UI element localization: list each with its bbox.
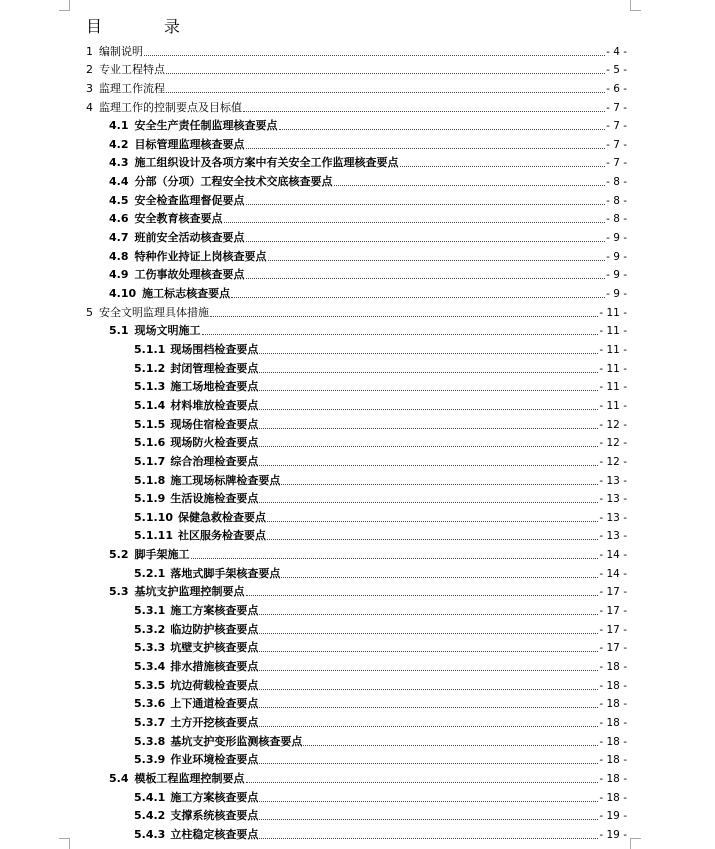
toc-entry-page: - 14 - bbox=[599, 567, 627, 580]
toc-entry-number: 5.4.2 bbox=[134, 809, 166, 823]
toc-entry-title: 临边防护核查要点 bbox=[170, 622, 259, 636]
toc-entry-title: 现场文明施工 bbox=[134, 324, 201, 338]
toc-entry-page: - 17 - bbox=[599, 642, 627, 655]
toc-entry-page: - 18 - bbox=[599, 754, 627, 767]
toc-entry-number: 5.4 bbox=[109, 771, 129, 785]
toc-entry-page: - 5 - bbox=[606, 64, 627, 77]
toc-entry[interactable] bbox=[134, 730, 627, 749]
toc-entry-page: - 9 - bbox=[606, 288, 627, 301]
toc-dot-leader bbox=[259, 689, 598, 690]
toc-entry-title: 施工场地检查要点 bbox=[170, 380, 259, 394]
toc-entry-title: 封闭管理检查要点 bbox=[170, 361, 259, 375]
toc-dot-leader bbox=[259, 651, 598, 652]
toc-dot-leader bbox=[259, 763, 598, 764]
toc-entry-number: 5.3 bbox=[109, 585, 129, 599]
toc-entry[interactable] bbox=[134, 655, 627, 674]
toc-dot-leader bbox=[259, 838, 598, 839]
toc-entry-page: - 7 - bbox=[606, 157, 627, 170]
toc-entry[interactable] bbox=[109, 171, 627, 190]
toc-entry[interactable] bbox=[109, 189, 627, 208]
toc-entry[interactable] bbox=[86, 40, 627, 59]
toc-entry-title: 目标管理监理核查要点 bbox=[134, 137, 245, 151]
toc-entry[interactable] bbox=[134, 413, 627, 432]
toc-dot-leader bbox=[246, 782, 599, 783]
toc-entry-number: 5.1.10 bbox=[134, 510, 173, 524]
toc-entry[interactable] bbox=[134, 637, 627, 656]
toc-entry[interactable] bbox=[134, 376, 627, 395]
toc-entry-title: 基坑支护变形监测核查要点 bbox=[170, 734, 303, 748]
toc-entry-number: 5.3.3 bbox=[134, 641, 166, 655]
toc-entry-title: 安全生产责任制监理核查要点 bbox=[134, 119, 278, 133]
toc-entry-number: 5.1 bbox=[109, 324, 129, 338]
toc-entry-page: - 12 - bbox=[599, 455, 627, 468]
toc-entry-page: - 17 - bbox=[599, 605, 627, 618]
toc-dot-leader bbox=[259, 614, 598, 615]
toc-entry-number: 4 bbox=[86, 100, 93, 114]
toc-entry-number: 4.6 bbox=[109, 212, 129, 226]
toc-entry-page: - 11 - bbox=[599, 381, 627, 394]
toc-dot-leader bbox=[279, 129, 606, 130]
toc-entry-title: 排水措施核查要点 bbox=[170, 660, 259, 674]
toc-dot-leader bbox=[281, 577, 598, 578]
toc-entry-page: - 13 - bbox=[599, 530, 627, 543]
toc-entry-page: - 6 - bbox=[606, 82, 627, 95]
toc-entry-page: - 11 - bbox=[599, 399, 627, 412]
toc-entry-title: 作业环境检查要点 bbox=[170, 753, 259, 767]
toc-entry-title: 材料堆放检查要点 bbox=[170, 398, 259, 412]
toc-entry-title: 社区服务检查要点 bbox=[177, 529, 266, 543]
toc-entry-page: - 17 - bbox=[599, 586, 627, 599]
toc-entry[interactable] bbox=[134, 674, 627, 693]
toc-entry[interactable] bbox=[134, 693, 627, 712]
toc-dot-leader bbox=[224, 222, 606, 223]
toc-entry-number: 5.1.1 bbox=[134, 342, 166, 356]
toc-entry-page: - 18 - bbox=[599, 679, 627, 692]
toc-entry-number: 5.3.1 bbox=[134, 604, 166, 618]
toc-entry-number: 3 bbox=[86, 81, 93, 95]
toc-entry-number: 1 bbox=[86, 44, 93, 58]
toc-entry-page: - 13 - bbox=[599, 493, 627, 506]
toc-dot-leader bbox=[246, 241, 606, 242]
toc-entry-title: 施工标志核查要点 bbox=[142, 287, 231, 301]
toc-entry-number: 5.1.3 bbox=[134, 380, 166, 394]
toc-entry[interactable] bbox=[134, 823, 627, 842]
toc-dot-leader bbox=[259, 446, 598, 447]
toc-entry-number: 5.3.4 bbox=[134, 660, 166, 674]
toc-dot-leader bbox=[334, 185, 606, 186]
page-corner-mark bbox=[630, 0, 641, 11]
toc-dot-leader bbox=[267, 521, 598, 522]
toc-entry-page: - 18 - bbox=[599, 772, 627, 785]
toc-dot-leader bbox=[259, 409, 598, 410]
toc-entry[interactable] bbox=[86, 59, 627, 78]
toc-title-char: 录 bbox=[164, 17, 181, 36]
toc-dot-leader bbox=[259, 670, 598, 671]
toc-entry-number: 4.9 bbox=[109, 268, 129, 282]
toc-entry-page: - 11 - bbox=[599, 362, 627, 375]
toc-dot-leader bbox=[259, 801, 598, 802]
toc-dot-leader bbox=[246, 595, 599, 596]
toc-entry[interactable] bbox=[134, 525, 627, 544]
toc-entry-page: - 9 - bbox=[606, 269, 627, 282]
toc-entry-number: 5.1.11 bbox=[134, 529, 173, 543]
toc-entry[interactable] bbox=[134, 488, 627, 507]
toc-entry-number: 5.1.8 bbox=[134, 473, 166, 487]
toc-entry[interactable] bbox=[134, 394, 627, 413]
toc-dot-leader bbox=[259, 428, 598, 429]
toc-entry-title: 脚手架施工 bbox=[134, 548, 190, 562]
toc-entry-page: - 13 - bbox=[599, 474, 627, 487]
toc-entry[interactable] bbox=[134, 450, 627, 469]
toc-entry-number: 5.1.6 bbox=[134, 436, 166, 450]
toc-entry-page: - 18 - bbox=[599, 698, 627, 711]
toc-entry-page: - 7 - bbox=[606, 138, 627, 151]
toc-entry[interactable] bbox=[109, 133, 627, 152]
toc-dot-leader bbox=[231, 297, 605, 298]
toc-entry-number: 5.4.1 bbox=[134, 790, 166, 804]
toc-entry[interactable] bbox=[109, 152, 627, 171]
toc-entry[interactable] bbox=[134, 711, 627, 730]
toc-entry-title: 专业工程特点 bbox=[99, 63, 165, 77]
toc-entry-title: 安全教育核查要点 bbox=[134, 212, 223, 226]
toc-entry-title: 土方开挖核查要点 bbox=[170, 715, 259, 729]
toc-entry[interactable] bbox=[134, 786, 627, 805]
toc-dot-leader bbox=[400, 166, 606, 167]
toc-entry-title: 综合治理检查要点 bbox=[170, 454, 259, 468]
toc-entry-page: - 8 - bbox=[606, 213, 627, 226]
toc-entry-page: - 19 - bbox=[599, 828, 627, 841]
toc-entry-title: 监理工作流程 bbox=[99, 81, 165, 95]
toc-entry-number: 4.5 bbox=[109, 193, 129, 207]
toc-entry-title: 上下通道检查要点 bbox=[170, 697, 259, 711]
page-corner-mark bbox=[59, 838, 70, 849]
toc-dot-leader bbox=[246, 204, 606, 205]
toc-entry-page: - 13 - bbox=[599, 511, 627, 524]
toc-dot-leader bbox=[259, 372, 598, 373]
toc-entry-page: - 19 - bbox=[599, 810, 627, 823]
toc-entry-number: 4.4 bbox=[109, 175, 129, 189]
toc-entry-page: - 8 - bbox=[606, 194, 627, 207]
toc-title-char: 目 bbox=[86, 17, 103, 36]
toc-entry-page: - 8 - bbox=[606, 176, 627, 189]
toc-entry-number: 4.10 bbox=[109, 287, 137, 301]
toc-entry-title: 编制说明 bbox=[99, 44, 143, 58]
toc-entry[interactable] bbox=[109, 115, 627, 134]
toc-entry[interactable] bbox=[109, 320, 627, 339]
toc-entry-number: 5.1.9 bbox=[134, 492, 166, 506]
toc-entry-title: 坑边荷载检查要点 bbox=[170, 678, 259, 692]
toc-dot-leader bbox=[166, 92, 605, 93]
toc-entry-page: - 4 - bbox=[606, 45, 627, 58]
toc-entry-page: - 11 - bbox=[599, 325, 627, 338]
toc-entry[interactable] bbox=[109, 767, 627, 786]
toc-entry-title: 工伤事故处理核查要点 bbox=[134, 268, 245, 282]
toc-entry-page: - 7 - bbox=[606, 101, 627, 114]
toc-entry-title: 分部（分项）工程安全技术交底核查要点 bbox=[134, 175, 333, 189]
toc-entry-page: - 12 - bbox=[599, 437, 627, 450]
toc-entry[interactable] bbox=[134, 469, 627, 488]
toc-entry[interactable] bbox=[86, 96, 627, 115]
toc-title bbox=[86, 14, 180, 37]
toc-dot-leader bbox=[259, 819, 598, 820]
toc-entry-title: 落地式脚手架核查要点 bbox=[170, 566, 281, 580]
toc-entry-number: 5.1.5 bbox=[134, 417, 166, 431]
toc-entry-number: 5.3.2 bbox=[134, 622, 166, 636]
toc-entry-page: - 18 - bbox=[599, 791, 627, 804]
toc-entry-title: 现场防火检查要点 bbox=[170, 436, 259, 450]
toc-entry[interactable] bbox=[134, 338, 627, 357]
toc-entry-number: 5.3.6 bbox=[134, 697, 166, 711]
toc-entry-title: 保健急救检查要点 bbox=[177, 510, 266, 524]
toc-entry-title: 安全检查监理督促要点 bbox=[134, 193, 245, 207]
toc-entry-page: - 18 - bbox=[599, 661, 627, 674]
toc-entry-number: 5.1.4 bbox=[134, 398, 166, 412]
toc-entry-title: 支撑系统核查要点 bbox=[170, 809, 259, 823]
toc-dot-leader bbox=[259, 502, 598, 503]
toc-entry-number: 5 bbox=[86, 305, 93, 319]
toc-dot-leader bbox=[259, 707, 598, 708]
page-corner-mark bbox=[630, 838, 641, 849]
toc-entry-page: - 11 - bbox=[599, 306, 627, 319]
toc-dot-leader bbox=[191, 558, 599, 559]
toc-entry-page: - 9 - bbox=[606, 250, 627, 263]
toc-entry-page: - 18 - bbox=[599, 735, 627, 748]
toc-entry-number: 5.4.3 bbox=[134, 827, 166, 841]
toc-entry-number: 5.1.2 bbox=[134, 361, 166, 375]
toc-entry-number: 5.3.5 bbox=[134, 678, 166, 692]
toc-entry[interactable] bbox=[134, 357, 627, 376]
toc-entry-title: 现场住宿检查要点 bbox=[170, 417, 259, 431]
toc-entry[interactable] bbox=[134, 600, 627, 619]
toc-entry[interactable] bbox=[109, 264, 627, 283]
toc-entry-title: 施工方案核查要点 bbox=[170, 790, 259, 804]
toc-entry-number: 5.2 bbox=[109, 548, 129, 562]
toc-entry-title: 特种作业持证上岗核查要点 bbox=[134, 249, 267, 263]
toc-dot-leader bbox=[303, 745, 598, 746]
toc-entry-page: - 7 - bbox=[606, 120, 627, 133]
toc-dot-leader bbox=[281, 484, 598, 485]
toc-entry-title: 立柱稳定核查要点 bbox=[170, 827, 259, 841]
toc-entry-title: 安全文明监理具体措施 bbox=[99, 305, 209, 319]
toc-entry-number: 5.3.9 bbox=[134, 753, 166, 767]
toc-entry[interactable] bbox=[134, 805, 627, 824]
toc-entry-number: 2 bbox=[86, 63, 93, 77]
toc-dot-leader bbox=[166, 73, 605, 74]
toc-dot-leader bbox=[268, 260, 606, 261]
toc-entry[interactable] bbox=[134, 562, 627, 581]
toc-entry[interactable] bbox=[109, 227, 627, 246]
toc-entry-title: 基坑支护监理控制要点 bbox=[134, 585, 245, 599]
toc-entry-number: 4.8 bbox=[109, 249, 129, 263]
toc-dot-leader bbox=[144, 55, 605, 56]
toc-dot-leader bbox=[259, 465, 598, 466]
toc-entry-page: - 11 - bbox=[599, 343, 627, 356]
toc-dot-leader bbox=[259, 353, 598, 354]
toc-entry[interactable] bbox=[109, 544, 627, 563]
toc-dot-leader bbox=[246, 148, 606, 149]
page-corner-mark bbox=[59, 0, 70, 11]
toc-dot-leader bbox=[259, 390, 598, 391]
toc-dot-leader bbox=[259, 633, 598, 634]
toc-entry-number: 5.2.1 bbox=[134, 566, 166, 580]
toc-entry-page: - 14 - bbox=[599, 549, 627, 562]
toc-dot-leader bbox=[259, 726, 598, 727]
toc-dot-leader bbox=[210, 316, 598, 317]
toc-entry[interactable] bbox=[134, 618, 627, 637]
toc-entry-page: - 18 - bbox=[599, 716, 627, 729]
toc-entry[interactable] bbox=[109, 208, 627, 227]
toc-entry-title: 现场围档检查要点 bbox=[170, 342, 259, 356]
toc-entry-page: - 9 - bbox=[606, 232, 627, 245]
toc-dot-leader bbox=[202, 334, 599, 335]
toc-entry-title: 班前安全活动核查要点 bbox=[134, 231, 245, 245]
toc-entry-page: - 17 - bbox=[599, 623, 627, 636]
toc-entry[interactable] bbox=[109, 581, 627, 600]
toc-entry[interactable] bbox=[134, 749, 627, 768]
toc-dot-leader bbox=[267, 539, 598, 540]
toc-entry-title: 监理工作的控制要点及目标值 bbox=[99, 100, 242, 114]
toc-entry[interactable] bbox=[134, 432, 627, 451]
toc-entry[interactable] bbox=[109, 245, 627, 264]
toc-entry-page: - 12 - bbox=[599, 418, 627, 431]
toc-entry-title: 模板工程监理控制要点 bbox=[134, 771, 245, 785]
toc-entry-title: 生活设施检查要点 bbox=[170, 492, 259, 506]
toc-entry-title: 施工组织设计及各项方案中有关安全工作监理核查要点 bbox=[134, 156, 399, 170]
toc-entry-title: 坑壁支护核查要点 bbox=[170, 641, 259, 655]
toc-entry-number: 4.3 bbox=[109, 156, 129, 170]
toc-entry-number: 5.3.7 bbox=[134, 715, 166, 729]
toc-entry-number: 4.7 bbox=[109, 231, 129, 245]
toc-entry-title: 施工方案核查要点 bbox=[170, 604, 259, 618]
toc-entry-title: 施工现场标牌检查要点 bbox=[170, 473, 281, 487]
toc-entry-number: 4.1 bbox=[109, 119, 129, 133]
toc-dot-leader bbox=[246, 278, 606, 279]
toc-dot-leader bbox=[243, 111, 605, 112]
toc-entry-number: 4.2 bbox=[109, 137, 129, 151]
toc-entry[interactable] bbox=[86, 77, 627, 96]
toc-entry-number: 5.3.8 bbox=[134, 734, 166, 748]
toc-entry[interactable] bbox=[109, 282, 627, 301]
toc-entry[interactable] bbox=[134, 506, 627, 525]
toc-entry[interactable] bbox=[86, 301, 627, 320]
toc-entry-number: 5.1.7 bbox=[134, 454, 166, 468]
